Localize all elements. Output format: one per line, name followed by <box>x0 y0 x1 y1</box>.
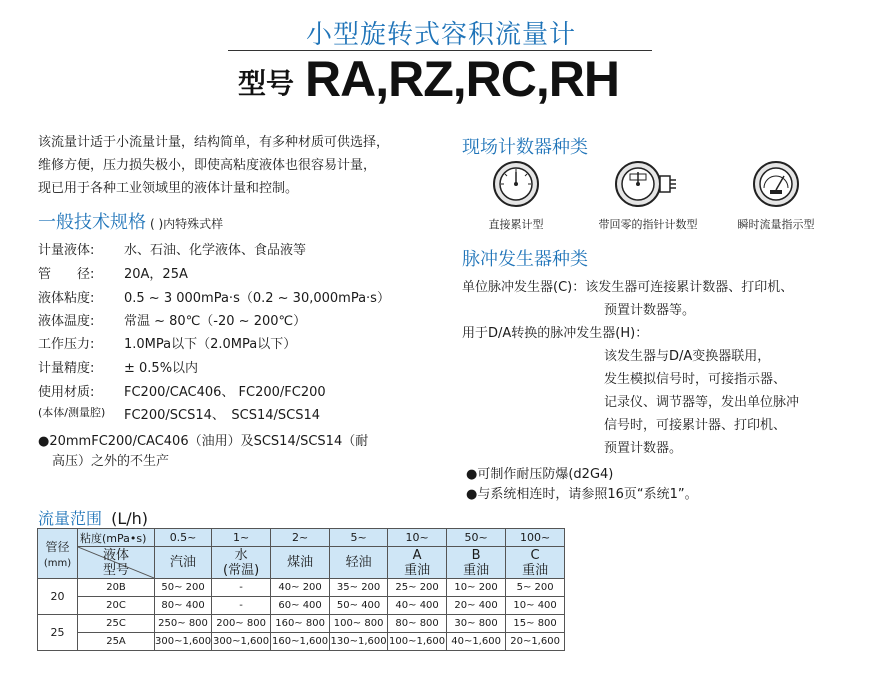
spec-value: 常温 ~ 80℃（-20 ~ 200℃） <box>124 314 307 329</box>
flow-cell: 130~1,600 <box>330 633 388 651</box>
spec-value: FC200/CAC406、 FC200/FC200 <box>124 385 326 400</box>
viscosity-value: 100~ <box>506 529 565 547</box>
intro-line-1: 该流量计适于小流量计量，结构简单，有多种材质可供选择， <box>38 135 390 150</box>
flow-cell: 200~ 800 <box>212 615 271 633</box>
flow-cell: 5~ 200 <box>506 579 565 597</box>
flow-cell: 50~ 200 <box>155 579 212 597</box>
pulse-section-title: 脉冲发生器种类 <box>462 249 588 270</box>
spec-value: ± 0.5%以内 <box>124 361 199 376</box>
liquid-name: 汽油 <box>170 555 197 570</box>
liquid-type <box>271 547 330 579</box>
pulse-line-5: 发生模拟信号时，可接指示器、 <box>604 372 787 387</box>
pulse-line-8: 预置计数器。 <box>604 441 683 456</box>
flow-cell: 50~ 400 <box>330 597 388 615</box>
instant-flow-gauge-icon <box>752 160 800 208</box>
liquid-sub: 重油 <box>463 562 490 578</box>
page-title: 小型旋转式容积流量计 <box>305 20 576 50</box>
pipe-size-label: 管径 <box>45 540 70 554</box>
spec-key: 计量液体: <box>38 243 95 258</box>
pulse-line-3: 用于D/A转换的脉冲发生器(H)： <box>462 326 649 341</box>
flow-cell: 30~ 800 <box>447 615 506 633</box>
counter-label-3: 瞬时流量指示型 <box>737 218 815 231</box>
counter-section-title: 现场计数器种类 <box>462 137 588 158</box>
liquid-name: 水 <box>234 547 248 563</box>
liquid-name: 煤油 <box>287 555 314 570</box>
flow-cell: 60~ 400 <box>271 597 330 615</box>
flow-cell: 100~ 800 <box>330 615 388 633</box>
spec-value: 0.5 ~ 3 000mPa·s（0.2 ~ 30,000mPa·s） <box>124 291 390 306</box>
flow-cell: 40~ 200 <box>271 579 330 597</box>
flow-cell: 80~ 800 <box>388 615 447 633</box>
liquid-type <box>388 547 447 579</box>
flow-cell: 10~ 400 <box>506 597 565 615</box>
spec-value: FC200/SCS14、 SCS14/SCS14 <box>124 408 320 423</box>
liquid-type <box>447 547 506 579</box>
liquid-type <box>155 547 212 579</box>
liquid-type <box>212 547 271 579</box>
spec-key: 液体温度: <box>38 314 95 329</box>
spec-key: 使用材质: <box>38 385 95 400</box>
flow-cell: 300~1,600 <box>155 633 212 651</box>
spec-key: 管 径: <box>38 267 95 282</box>
flow-section-title <box>38 506 148 529</box>
specs-note: ( )内特殊式样 <box>150 217 224 231</box>
viscosity-value: 10~ <box>388 529 447 547</box>
table-row <box>38 615 565 633</box>
viscosity-value: 2~ <box>271 529 330 547</box>
pulse-line-4: 该发生器与D/A变换器联用， <box>604 349 771 364</box>
model-cell: 20B <box>78 579 155 597</box>
flow-cell: 10~ 200 <box>447 579 506 597</box>
flow-cell: 15~ 800 <box>506 615 565 633</box>
reset-dial-gauge-icon <box>614 160 684 208</box>
specs-section-title <box>38 208 223 234</box>
spec-key: 计量精度: <box>38 361 95 376</box>
flow-cell: 160~1,600 <box>271 633 330 651</box>
liquid-name: A <box>412 547 422 563</box>
spec-key: 工作压力: <box>38 337 95 352</box>
flow-cell: 40~ 400 <box>388 597 447 615</box>
liquid-sub: 重油 <box>522 562 549 578</box>
counter-label-2: 带回零的指针计数型 <box>598 218 698 231</box>
liquid-name: B <box>471 547 481 563</box>
model-cell: 20C <box>78 597 155 615</box>
dial-gauge-icon <box>492 160 540 208</box>
flow-cell: 300~1,600 <box>212 633 271 651</box>
flow-cell: 40~1,600 <box>447 633 506 651</box>
liquid-type <box>506 547 565 579</box>
liquid-type <box>330 547 388 579</box>
specs-title: 一般技术规格 <box>38 212 146 233</box>
intro-line-2: 维修方便，压力损失极小，即使高粘度液体也很容易计量， <box>38 158 377 173</box>
viscosity-value: 50~ <box>447 529 506 547</box>
viscosity-value: 1~ <box>212 529 271 547</box>
intro-line-3: 现已用于各种工业领域里的液体计量和控制。 <box>38 181 299 196</box>
flow-title: 流量范围 <box>38 509 103 528</box>
liquid-name: C <box>530 547 540 563</box>
table-row <box>38 579 565 597</box>
viscosity-value: 5~ <box>330 529 388 547</box>
model-label: 型号 <box>102 562 129 578</box>
liquid-sub: (常温) <box>223 562 260 578</box>
liquid-name: 轻油 <box>345 555 372 570</box>
viscosity-value: 0.5~ <box>155 529 212 547</box>
liquid-sub: 重油 <box>404 562 431 578</box>
flow-cell: 100~1,600 <box>388 633 447 651</box>
pulse-line-7: 信号时，可接累计器、打印机、 <box>604 418 787 433</box>
pipe-size-cell: 25 <box>38 615 78 651</box>
flow-cell: 25~ 200 <box>388 579 447 597</box>
liquid-model-header <box>78 547 155 579</box>
table-row <box>38 597 565 615</box>
explosion-proof-note: ●可制作耐压防爆(d2G4) <box>466 467 614 482</box>
flow-cell: - <box>212 597 271 615</box>
flow-cell: - <box>212 579 271 597</box>
flow-cell: 80~ 400 <box>155 597 212 615</box>
flow-cell: 160~ 800 <box>271 615 330 633</box>
pipe-size-unit: (mm) <box>43 558 72 569</box>
spec-key: 液体粘度: <box>38 291 95 306</box>
flow-cell: 20~1,600 <box>506 633 565 651</box>
model-label: 型号 <box>238 67 295 100</box>
flow-range-table <box>37 528 565 651</box>
model-cell: 25A <box>78 633 155 651</box>
pulse-line-1: 单位脉冲发生器(C)：该发生器可连接累计数器、打印机、 <box>462 280 794 295</box>
viscosity-header: 粘度(mPa•s) <box>78 529 155 547</box>
spec-value: 水、石油、化学液体、食品液等 <box>124 243 307 258</box>
material-note-line-2: 高压）之外的不生产 <box>52 454 170 469</box>
table-row <box>38 633 565 651</box>
model-value: RA,RZ,RC,RH <box>305 51 619 107</box>
flow-cell: 20~ 400 <box>447 597 506 615</box>
spec-value: 20A，25A <box>124 267 188 282</box>
pipe-size-header <box>38 529 78 579</box>
system-reference-note: ●与系统相连时，请参照16页“系统1”。 <box>466 487 698 502</box>
model-cell: 25C <box>78 615 155 633</box>
material-note-line-1: ●20mmFC200/CAC406（油用）及SCS14/SCS14（耐 <box>38 434 369 449</box>
pipe-size-cell: 20 <box>38 579 78 615</box>
spec-value: 1.0MPa以下（2.0MPa以下） <box>124 337 297 352</box>
spec-key: (本体/测量腔) <box>38 406 106 419</box>
flow-cell: 35~ 200 <box>330 579 388 597</box>
flow-cell: 250~ 800 <box>155 615 212 633</box>
pulse-line-6: 记录仪、调节器等，发出单位脉冲 <box>604 395 800 410</box>
pulse-line-2: 预置计数器等。 <box>604 303 696 318</box>
flow-unit: (L/h) <box>111 509 149 528</box>
counter-label-1: 直接累计型 <box>488 218 544 231</box>
liquid-label: 液体 <box>102 547 129 563</box>
